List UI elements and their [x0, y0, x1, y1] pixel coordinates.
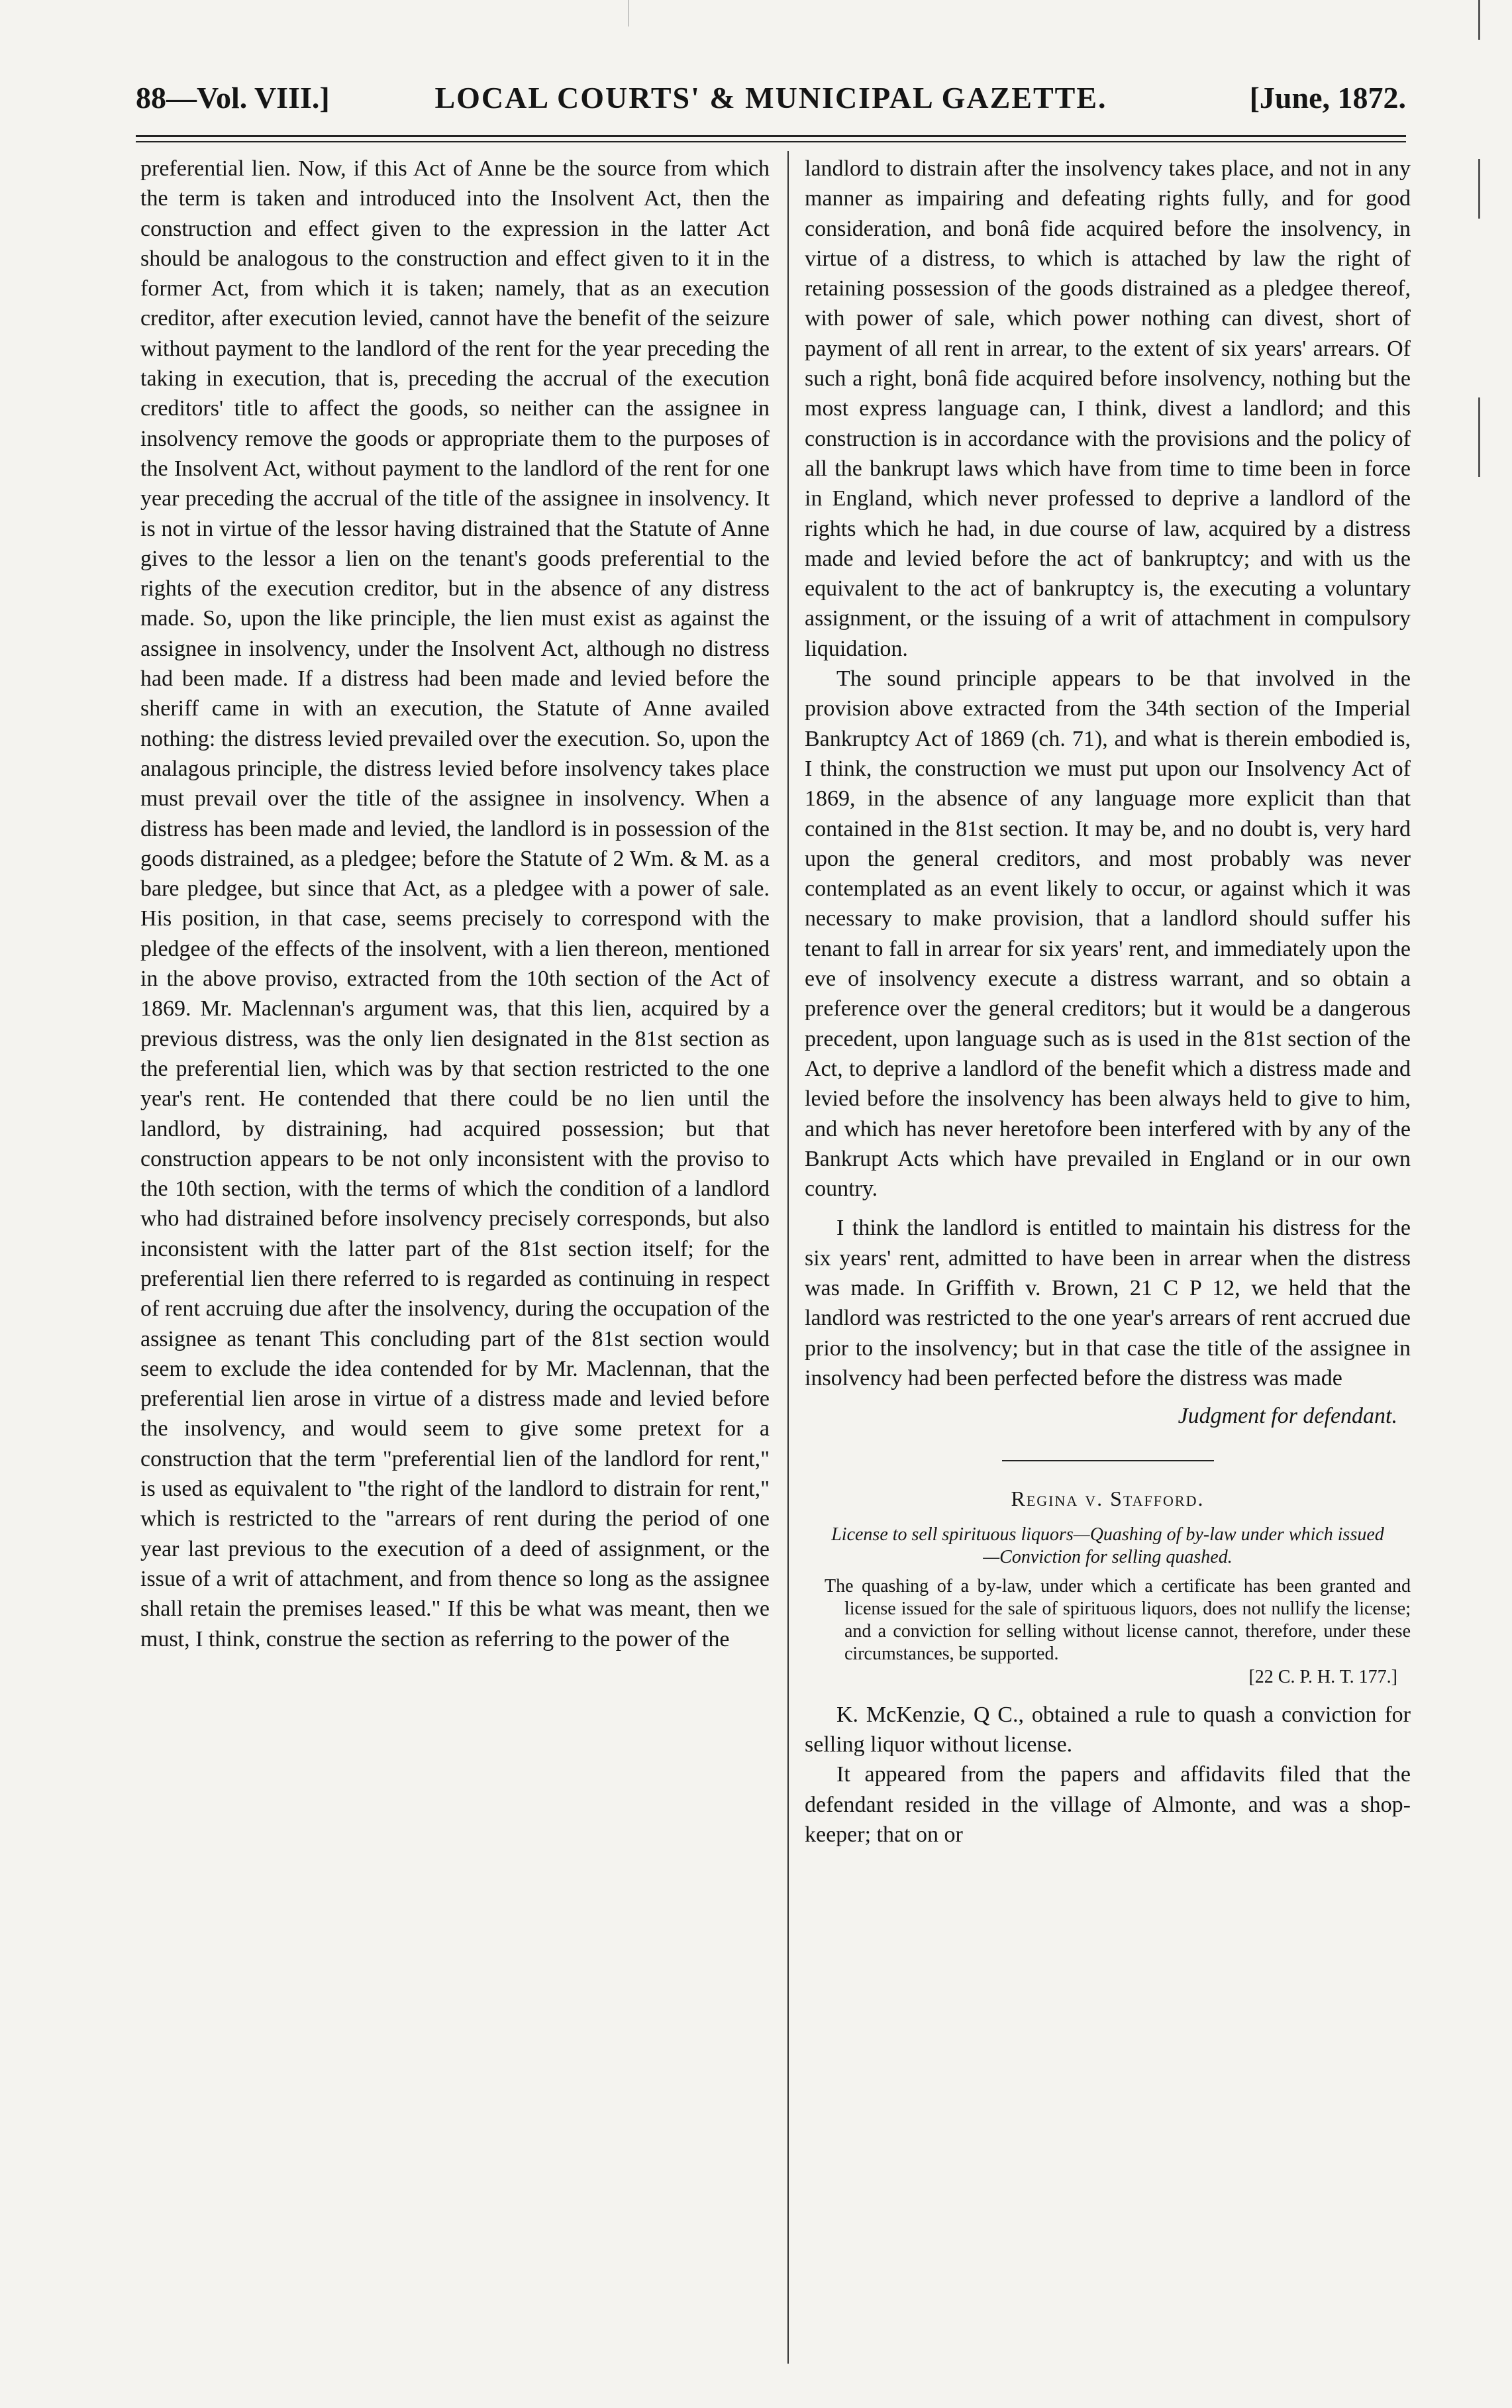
body-paragraph: The sound principle appears to be that involved in the provision above extracted from the 34th section of the Imperial Bankruptcy Act of 1869 (ch. 71), and what is therein embodied is, I think, the construction we must put upon our Insolvency Act of 1869, in the absence of any language more explicit than that contained in the 81st section. It may be, and no doubt is, very hard upon the general creditors, and most probably was never contemplated as an event likely to occur, or against which it was necessary to make provision, that a landlord should suffer his tenant to fall in arrear for six years' rent, and immediately upon the eve of insolvency execute a distress warrant, and so obtain a preference over the general creditors; but it would be a dangerous precedent, upon language such as is used in the 81st section of the Act, to deprive a landlord of the benefit which a distress made and levied before the insolvency has been always held to give to him, and which has never heretofore been interfered with by any of the Bankrupt Acts which have prevailed in England or in our own country.	[805, 666, 1411, 1202]
page-volume-label: 88—Vol. VIII.]	[136, 81, 330, 115]
left-column	[140, 154, 770, 1654]
case-title: Regina v. Stafford.	[1011, 1487, 1205, 1511]
judgment-line: Judgment for defendant.	[1178, 1404, 1397, 1429]
header-rule	[136, 135, 1406, 137]
body-paragraph: K. McKenzie, Q C., obtained a rule to quash a conviction for selling liquor without license.	[805, 1702, 1411, 1757]
body-paragraph: I think the landlord is entitled to maintain his distress for the six years' rent, admitted to have been in arrear when the distress was made. In Griffith v. Brown, 21 C P 12, we held that the landlord was restricted to the one year's arrears of rent accrued due prior to the insolvency; but in that case the title of the assignee in insolvency had been perfected before the distress was made	[805, 1216, 1411, 1390]
scan-edge-mark	[1478, 159, 1480, 219]
case-headnote: The quashing of a by-law, under which a certificate has been granted and license issued for the sale of spirituous liquors, does not nullify the license; and a conviction for selling without license cannot, therefore, under these circumstances, be supported.	[825, 1575, 1411, 1664]
case-syllabus: License to sell spirituous liquors—Quashing of by-law under which issued—Conviction for selling quashed.	[831, 1524, 1384, 1567]
scan-edge-mark	[1478, 0, 1480, 40]
section-divider	[1002, 1460, 1214, 1461]
case-citation: [22 C. P. H. T. 177.]	[1248, 1666, 1397, 1687]
scan-edge-mark	[1478, 397, 1480, 477]
body-paragraph: preferential lien. Now, if this Act of Anne be the source from which the term is taken and introduced into the Insolvent Act, then the construction and effect given to the expression in the latter Act should be analogous to the construction and effect given to it in the former Act, from which it is taken; namely, that as an execution creditor, after execution levied, cannot have the benefit of the seizure without payment to the landlord of the rent for the year preceding the taking in execution, that is, preceding the accrual of the execution creditors' title to affect the goods, so neither can the assignee in insolvency remove the goods or appropriate them to the purposes of the Insolvent Act, without payment to the landlord of the rent for one year preceding the accrual of the title of the assignee in insolvency. It is not in virtue of the lessor having distrained that the Statute of Anne gives to the lessor a lien on the tenant's goods preferential to the rights of the execution creditor, but in the absence of any distress made. So, upon the like principle, the lien must exist as against the assignee in insolvency, under the Insolvent Act, although no distress had been made. If a distress had been made and levied before the sheriff came in with an execution, the Statute of Anne availed nothing: the distress levied prevailed over the execution. So, upon the analagous principle, the distress levied before insolvency takes place must prevail over the title of the assignee in insolvency. When a distress has been made and levied, the landlord is in possession of the goods distrained, as a pledgee; before the Statute of 2 Wm. & M. as a bare pledgee, but since that Act, as a pledgee with a power of sale. His position, in that case, seems precisely to correspond with the pledgee of the effects of the insolvent, with a lien thereon, mentioned in the above proviso, extracted from the 10th section of the Act of 1869. Mr. Maclennan's argument was, that this lien, acquired by a previous distress, was the only lien designated in the 81st section as the preferential lien, which was by that section restricted to the one year's rent. He contended that there could be no lien until the landlord, by distraining, had acquired possession; but that construction appears to be not only inconsistent with the proviso to the 10th section, with the terms of which the condition of a landlord who had distrained before insolvency precisely corresponds, but also inconsistent with the latter part of the 81st section itself; for the preferential lien there referred to is regarded as continuing in respect of rent accruing due after the insolvency, during the occupation of the assignee as tenant This concluding part of the 81st section would seem to exclude the idea contended for by Mr. Maclennan, that the preferential lien arose in virtue of a distress made and levied before the insolvency, and would seem to give some pretext for a construction that the term "preferential lien of the landlord for rent," is used as equivalent to "the right of the landlord to distrain for rent," which is restricted to the "arrears of rent during the period of one year last previous to the execution of a deed of assignment, or the issue of a writ of attachment, and from thence so long as the assignee shall retain the premises leased." If this be what was meant, then we must, I think, construe the section as referring to the power of the	[140, 156, 770, 1651]
running-header	[136, 78, 1406, 125]
right-column	[805, 154, 1411, 1850]
body-paragraph: landlord to distrain after the insolvency takes place, and not in any manner as impairing and defeating rights fully, and for good consideration, and bonâ fide acquired before the insolvency, in virtue of a distress, to which is attached by law the right of retaining possession of the goods distrained as a pledgee thereof, with power of sale, which power nothing can divest, short of payment of all rent in arrear, to the extent of six years' arrears. Of such a right, bonâ fide acquired before insolvency, nothing but the most express language can, I think, divest a landlord; and this construction is in accordance with the provisions and the policy of all the bankrupt laws which have from time to time been in force in England, which never professed to deprive a landlord of the rights which he had, in due course of law, acquired by a distress made and levied before the act of bankruptcy; and with us the equivalent to the act of bankruptcy is, the executing a voluntary assignment, or the issuing of a writ of attachment in compulsory liquidation.	[805, 156, 1411, 661]
issue-date: [June, 1872.	[1249, 81, 1406, 115]
body-paragraph: It appeared from the papers and affidavits filed that the defendant resided in the village of Almonte, and was a shop-keeper; that on or	[805, 1762, 1411, 1847]
header-rule-thin	[136, 141, 1406, 142]
scan-mark	[628, 0, 629, 26]
publication-title: LOCAL COURTS' & MUNICIPAL GAZETTE.	[434, 81, 1107, 115]
column-divider	[787, 151, 789, 2364]
